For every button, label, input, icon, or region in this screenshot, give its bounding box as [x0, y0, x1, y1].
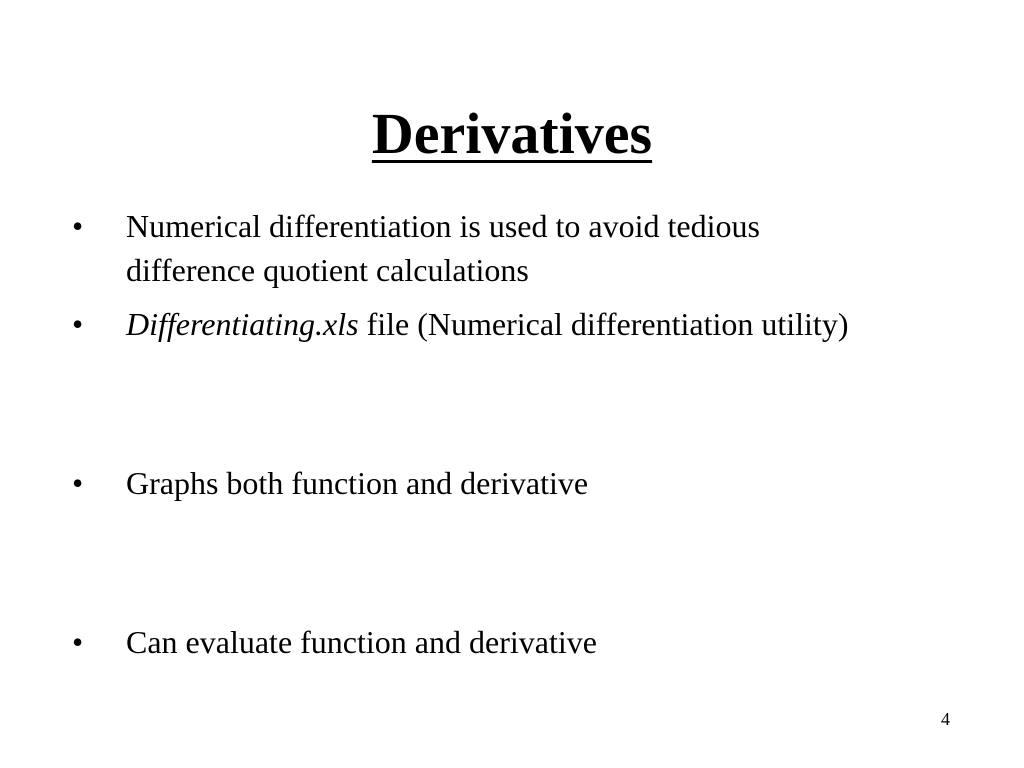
bullet-marker: • — [72, 306, 84, 342]
bullet-text — [126, 204, 986, 292]
slide-number: 4 — [941, 709, 950, 729]
bullet-marker: • — [72, 465, 84, 501]
bullet-text-line-1: Numerical differentiation is used to avoid tedious — [126, 208, 760, 244]
slide-title-text: Derivatives — [371, 101, 653, 166]
file-description: file (Numerical differentiation utility) — [358, 306, 849, 342]
bullet-text-line-2: difference quotient calculations — [126, 252, 529, 288]
bullet-text: Can evaluate function and derivative — [126, 624, 597, 660]
bullet-marker: • — [72, 208, 84, 244]
bullet-text — [126, 302, 986, 346]
bullet-marker: • — [72, 624, 84, 660]
file-name: Differentiating.xls — [126, 306, 359, 342]
bullet-text: Graphs both function and derivative — [126, 465, 589, 501]
